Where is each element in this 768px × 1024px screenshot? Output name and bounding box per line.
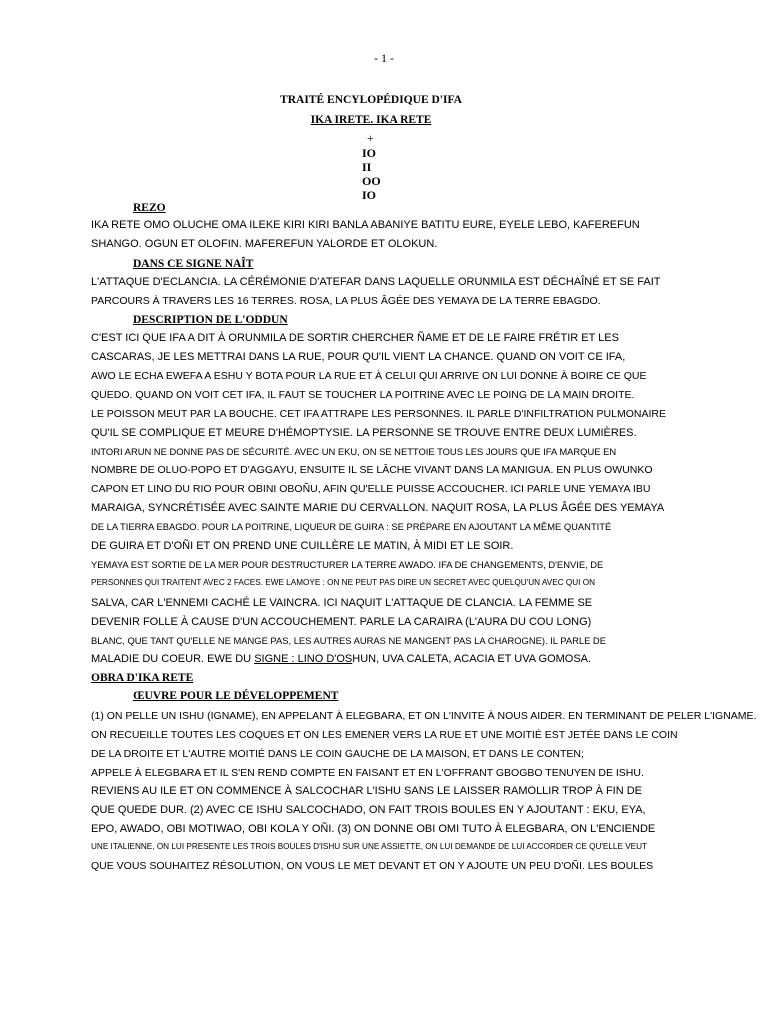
text-line: DE LA TIERRA EBAGDO. POUR LA POITRINE, LIQUEUR DE GUIRA : SE PRÉPARE EN AJOUTANT LA MÊME QUANTITÉ — [91, 521, 612, 532]
section-heading-obra: OBRA D'IKA RETE — [91, 672, 194, 684]
text-line: (1) ON PELLE UN ISHU (IGNAME), EN APPELANT À ELEGBARA, ET ON L'INVITE À NOUS AIDER. EN TERMINANT DE PELER L'IGNAME. — [91, 710, 757, 722]
text-line: LE POISSON MEUT PAR LA BOUCHE. CET IFA ATTRAPE LES PERSONNES. IL PARLE D'INFILTRATION PULMONAIRE — [91, 408, 666, 420]
text-line: DE LA DROITE ET L'AUTRE MOITIÉ DANS LE COIN GAUCHE DE LA MAISON, ET DANS LE CONTEN; — [91, 748, 584, 760]
text-line: QUE VOUS SOUHAITEZ RÉSOLUTION, ON VOUS LE MET DEVANT ET ON Y AJOUTE UN PEU D'OÑI. LES BOULES — [91, 860, 654, 872]
section-heading-nait — [113, 258, 253, 270]
underlined-segment: SIGNE : LINO D'OS — [254, 653, 353, 665]
text-segment: MALADIE DU COEUR. EWE DU — [91, 653, 255, 665]
text-line: SHANGO. OGUN ET OLOFIN. MAFEREFUN YALORDE ET OLOKUN. — [91, 238, 438, 250]
document-title: TRAITÉ ENCYLOPÉDIQUE D'IFA — [280, 94, 462, 106]
text-line: NOMBRE DE OLUO-POPO ET D'AGGAYU, ENSUITE IL SE LÂCHE VIVANT DANS LA MANIGUA. EN PLUS OWUNKO — [91, 464, 653, 476]
text-line: IKA RETE OMO OLUCHE OMA ILEKE KIRI KIRI BANLA ABANIYE BATITU EURE, EYELE LEBO, KAFEREFUN — [91, 219, 640, 231]
section-heading-rezo — [113, 202, 166, 214]
text-line: DE GUIRA ET D'OÑI ET ON PREND UNE CUILLÈRE LE MATIN, À MIDI ET LE SOIR. — [91, 540, 514, 552]
heading-label: ŒUVRE POUR LE DÉVELOPPEMENT — [133, 690, 339, 702]
text-line: REVIENS AU ILE ET ON COMMENCE À SALCOCHAR L'ISHU SANS LE LAISSER RAMOLLIR TROP À FIN DE — [91, 785, 643, 797]
text-line: QU'IL SE COMPLIQUE ET MEURE D'HÉMOPTYSIE. LA PERSONNE SE TROUVE ENTRE DEUX LUMIÈRES. — [91, 427, 637, 439]
sign-line: OO — [362, 174, 381, 188]
text-line: PARCOURS À TRAVERS LES 16 TERRES. ROSA, LA PLUS ÂGÉE DES YEMAYA DE LA TERRE EBAGDO. — [91, 295, 601, 307]
text-line: YEMAYA EST SORTIE DE LA MER POUR DESTRUCTURER LA TERRE AWADO. IFA DE CHANGEMENTS, D'ENVIE, DE — [91, 559, 604, 570]
text-line: INTORI ARUN NE DONNE PAS DE SÉCURITÉ. AVEC UN EKU, ON SE NETTOIE TOUS LES JOURS QUE IFA MARQUE EN — [91, 446, 617, 457]
text-line: ON RECUEILLE TOUTES LES COQUES ET ON LES EMENER VERS LA RUE ET UNE MOITIÉ EST JETÉE DANS LE COIN — [91, 729, 678, 741]
heading-label: DANS CE SIGNE NAÎT — [133, 258, 254, 270]
text-line: DEVENIR FOLLE À CAUSE D'UN ACCOUCHEMENT. PARLE LA CARAIRA (L'AURA DU COU LONG) — [91, 616, 592, 628]
text-line: C'EST ICI QUE IFA A DIT À ORUNMILA DE SORTIR CHERCHER ÑAME ET DE LE FAIRE FRÉTIR ET LES — [91, 332, 619, 344]
text-line: APPELE À ELEGBARA ET IL S'EN REND COMPTE EN FAISANT ET EN L'OFFRANT GBOGBO TENUYEN DE ISHU. — [91, 767, 644, 779]
text-line: PERSONNES QUI TRAITENT AVEC 2 FACES. EWE LAMOYE : ON NE PEUT PAS DIRE UN SECRET AVEC QUELQU'UN AVEC QUI ON — [91, 578, 595, 587]
text-line: BLANC, QUE TANT QU'ELLE NE MANGE PAS, LES AUTRES AURAS NE MANGENT PAS LA CHAROGNE). IL PARLE DE — [91, 635, 606, 646]
text-line: QUE QUEDE DUR. (2) AVEC CE ISHU SALCOCHADO, ON FAIT TROIS BOULES EN Y AJOUTANT : EKU, EYA, — [91, 804, 646, 816]
text-line: MARAIGA, SYNCRÉTISÉE AVEC SAINTE MARIE DU CERVALLON. NAQUIT ROSA, LA PLUS ÂGÉE DES YEMAYA — [91, 502, 665, 514]
text-line: UNE ITALIENNE, ON LUI PRESENTE LES TROIS BOULES D'ISHU SUR UNE ASSIETTE, ON LUI DEMANDE DE LUI ACCORDER CE QU'ELLE VEUT — [91, 842, 648, 851]
text-segment: HUN, UVA CALETA, ACACIA ET UVA GOMOSA. — [352, 653, 592, 665]
sign-mark: + — [367, 131, 374, 145]
section-heading-oeuvre — [113, 690, 338, 702]
text-line: SALVA, CAR L'ENNEMI CACHÉ LE VAINCRA. ICI NAQUIT L'ATTAQUE DE CLANCIA. LA FEMME SE — [91, 597, 593, 609]
text-line-last — [91, 653, 591, 665]
sign-line: IO — [362, 146, 377, 160]
text-line: AWO LE ECHA EWEFA A ESHU Y BOTA POUR LA RUE ET À CELUI QUI ARRIVE ON LUI DONNE À BOIRE CE QUE — [91, 370, 647, 382]
text-line: L'ATTAQUE D'ECLANCIA. LA CÉRÉMONIE D'ATEFAR DANS LAQUELLE ORUNMILA EST DÉCHAÎNÉ ET SE FAIT — [91, 276, 661, 288]
heading-label: DESCRIPTION DE L'ODDUN — [133, 314, 288, 326]
document-subtitle: IKA IRETE. IKA RETE — [310, 114, 432, 126]
page-number: - 1 - — [374, 51, 394, 65]
text-line: CASCARAS, JE LES METTRAI DANS LA RUE, POUR QU'IL VIENT LA CHANCE. QUAND ON VOIT CE IFA, — [91, 351, 626, 363]
text-line: CAPON ET LINO DU RIO POUR OBINI OBOÑU, AFIN QU'ELLE PUISSE ACCOUCHER. ICI PARLE UNE YEMAYA IBU — [91, 483, 651, 495]
section-heading-description — [113, 314, 288, 326]
text-line: QUEDO. QUAND ON VOIT CET IFA, IL FAUT SE TOUCHER LA POITRINE AVEC LE POING DE LA MAIN DROITE. — [91, 389, 635, 401]
text-line: EPO, AWADO, OBI MOTIWAO, OBI KOLA Y OÑI. (3) ON DONNE OBI OMI TUTO À ELEGBARA, ON L'ENCIENDE — [91, 823, 656, 835]
heading-label: REZO — [133, 202, 166, 214]
sign-line: II — [362, 160, 372, 174]
sign-line: IO — [362, 188, 377, 202]
